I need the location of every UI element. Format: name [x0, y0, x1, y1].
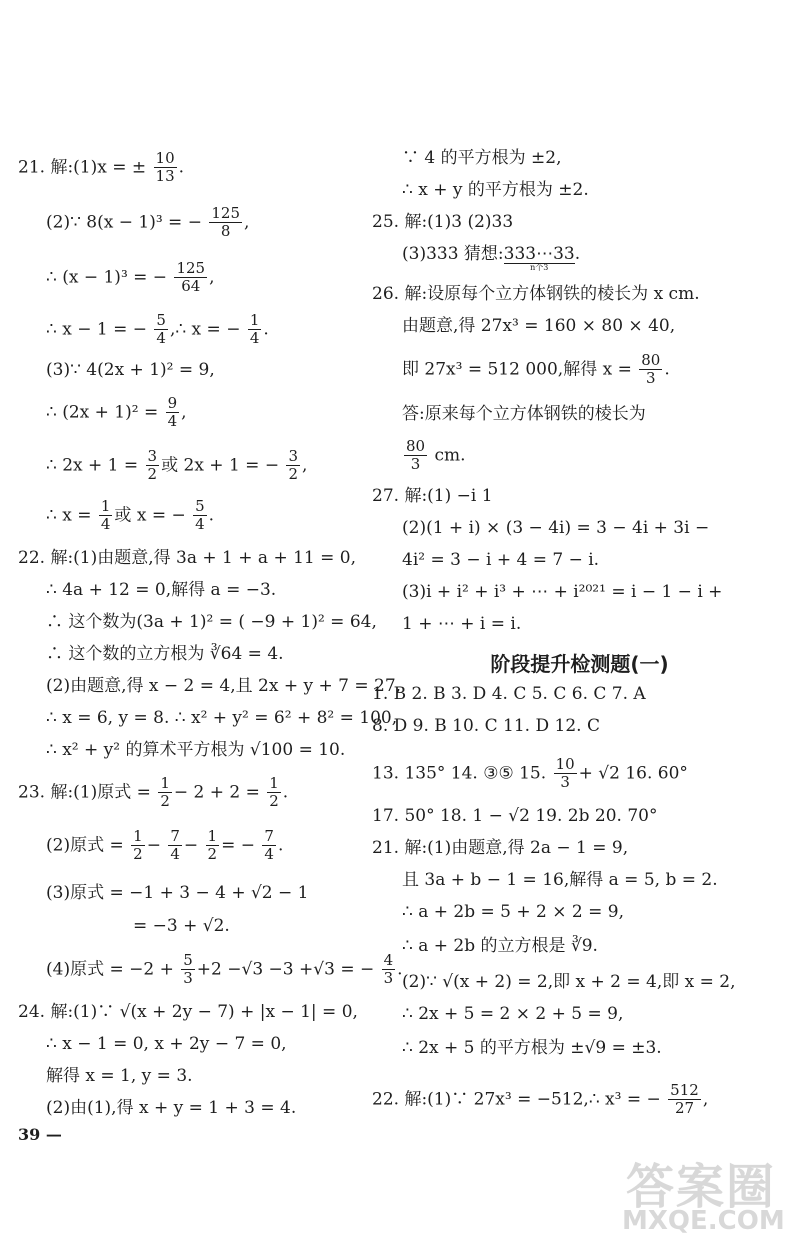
r-line-2: ∴ x + y 的平方根为 ±2. — [402, 180, 589, 200]
b21-line-2: 且 3a + b − 1 = 16,解得 a = 5, b = 2. — [402, 870, 718, 890]
b21-line-7: ∴ 2x + 5 的平方根为 ±√9 = ±3. — [402, 1038, 662, 1058]
q22-line-4: ∴ 这个数的立方根为 ∛64 = 4. — [46, 644, 284, 664]
fraction: $\frac{5}{3}$ — [183, 951, 193, 988]
q27-line-5: 1 + ⋯ + i = i. — [402, 614, 522, 634]
fraction: $\frac{10}{3}$ — [555, 755, 575, 792]
b21-line-6: ∴ 2x + 5 = 2 × 2 + 5 = 9, — [402, 1004, 624, 1024]
q26-line-2: 由题意,得 27x³ = 160 × 80 × 40, — [402, 316, 676, 336]
fraction: $\frac{4}{3}$ — [383, 951, 394, 988]
q26-line-4: 答:原来每个立方体钢铁的棱长为 — [402, 404, 646, 424]
b21-line-5: (2)∵ √(x + 2) = 2,即 x + 2 = 4,即 x = 2, — [402, 972, 736, 992]
answers-line-4: 17. 50° 18. 1 − √2 19. 2b 20. 70° — [372, 806, 658, 826]
fraction: $\frac{512}{27}$ — [670, 1081, 699, 1118]
fraction: $\frac{1}{2}$ — [269, 774, 279, 811]
fraction: $\frac{1}{4}$ — [249, 311, 260, 348]
fraction: $\frac{1}{2}$ — [133, 827, 143, 864]
section-title: 阶段提升检测题(一) — [490, 652, 669, 676]
q24-line-2: ∴ x − 1 = 0, x + 2y − 7 = 0, — [46, 1034, 287, 1054]
q22-line-2: ∴ 4a + 12 = 0,解得 a = −3. — [46, 580, 277, 600]
underbrace: 333⋯33 n个3 — [503, 244, 575, 272]
q24-line-3: 解得 x = 1, y = 3. — [46, 1066, 193, 1086]
q22-line-7: ∴ x² + y² 的算术平方根为 √100 = 10. — [46, 740, 346, 760]
fraction: $\frac{125}{8}$ — [211, 204, 240, 241]
q22-line-1: 22. 解:(1)由题意,得 3a + 1 + a + 11 = 0, — [18, 548, 357, 568]
q27-line-4: (3)i + i² + i³ + ⋯ + i²⁰²¹ = i − 1 − i + — [402, 582, 723, 602]
q24-line-1: 24. 解:(1)∵ √(x + 2y − 7) + |x − 1| = 0, — [18, 1002, 358, 1022]
fraction: $\frac{5}{4}$ — [195, 497, 205, 534]
fraction: $\frac{80}{3}$ — [641, 351, 661, 388]
fraction: $\frac{1}{4}$ — [100, 497, 111, 534]
q21-line-8: ∴ x = $\frac{1}{4}$ 或 x = − $\frac{5}{4}$ . — [46, 497, 215, 534]
fraction: $\frac{7}{4}$ — [264, 827, 274, 864]
b22-line-1: 22. 解:(1)∵ 27x³ = −512,∴ x³ = − $\frac{512}{27}$ , — [372, 1081, 709, 1118]
b21-line-4: ∴ a + 2b 的立方根是 ∛9. — [402, 936, 598, 956]
q21-line-5: (3)∵ 4(2x + 1)² = 9, — [46, 360, 215, 380]
b21-line-1: 21. 解:(1)由题意,得 2a − 1 = 9, — [372, 838, 629, 858]
q23-line-4: (4)原式 = −2 + $\frac{5}{3}$ +2 −√3 −3 +√3 = − $\frac{4}{3}$ . — [46, 951, 403, 988]
b21-line-3: ∴ a + 2b = 5 + 2 × 2 = 9, — [402, 902, 624, 922]
q23-line-1: 23. 解:(1)原式 = $\frac{1}{2}$ − 2 + 2 = $\frac{1}{2}$ . — [18, 774, 289, 811]
q25-line-1: 25. 解:(1)3 (2)33 — [372, 212, 514, 232]
fraction: $\frac{3}{2}$ — [288, 447, 299, 484]
q21-line-2: (2)∵ 8(x − 1)³ = − $\frac{125}{8}$ , — [46, 204, 250, 241]
answers-line-3: 13. 135° 14. ③⑤ 15. $\frac{10}{3}$ + √2 16. 60° — [372, 755, 688, 792]
q21-line-1: 21. 解:(1)x = ± $\frac{10}{13}$ . — [18, 149, 185, 186]
watermark-logo: 答案圈 MXQE.COM — [622, 1159, 785, 1236]
q27-line-1: 27. 解:(1) −i 1 — [372, 486, 493, 506]
fraction: $\frac{80}{3}$ — [406, 437, 426, 474]
q21-line-6: ∴ (2x + 1)² = $\frac{9}{4}$ , — [46, 394, 187, 431]
q24-line-4: (2)由(1),得 x + y = 1 + 3 = 4. — [46, 1098, 297, 1118]
q26-line-3: 即 27x³ = 512 000,解得 x = $\frac{80}{3}$ . — [402, 351, 670, 388]
fraction: $\frac{9}{4}$ — [167, 394, 178, 431]
q21-line-4: ∴ x − 1 = − $\frac{5}{4}$ ,∴ x = − $\frac{1}{4}$ . — [46, 311, 269, 348]
q21-line-7: ∴ 2x + 1 = $\frac{3}{2}$ 或 2x + 1 = − $\frac{3}{2}$ , — [46, 447, 308, 484]
page-number: 39 — — [18, 1125, 62, 1144]
q27-line-3: 4i² = 3 − i + 4 = 7 − i. — [402, 550, 600, 570]
fraction: $\frac{5}{4}$ — [156, 311, 166, 348]
q23-line-3: (3)原式 = −1 + 3 − 4 + √2 − 1 — [46, 883, 309, 903]
q25-line-2: (3)333 猜想: 333⋯33 n个3 . — [402, 244, 581, 272]
r-line-1: ∵ 4 的平方根为 ±2, — [402, 148, 562, 168]
fraction: $\frac{1}{2}$ — [160, 774, 170, 811]
q23-line-3b: = −3 + √2. — [133, 916, 230, 936]
q22-line-3: ∴ 这个数为(3a + 1)² = ( −9 + 1)² = 64, — [46, 612, 377, 632]
q27-line-2: (2)(1 + i) × (3 − 4i) = 3 − 4i + 3i − — [402, 518, 710, 538]
fraction: $\frac{1}{2}$ — [207, 827, 218, 864]
q26-line-5: $\frac{80}{3}$ cm. — [406, 437, 466, 474]
fraction: $\frac{7}{4}$ — [170, 827, 180, 864]
q21-line-3: ∴ (x − 1)³ = − $\frac{125}{64}$ , — [46, 259, 215, 296]
fraction: $\frac{125}{64}$ — [176, 259, 206, 296]
answers-line-2: 8. D 9. B 10. C 11. D 12. C — [372, 716, 600, 736]
q22-line-6: ∴ x = 6, y = 8. ∴ x² + y² = 6² + 8² = 100, — [46, 708, 398, 728]
answers-line-1: 1. B 2. B 3. D 4. C 5. C 6. C 7. A — [372, 684, 646, 704]
q23-line-2: (2)原式 = $\frac{1}{2}$ − $\frac{7}{4}$ − $\frac{1}{2}$ = − $\frac{7}{4}$ . — [46, 827, 284, 864]
q26-line-1: 26. 解:设原每个立方体钢铁的棱长为 x cm. — [372, 284, 700, 304]
fraction: $\frac{10}{13}$ — [155, 149, 175, 186]
fraction: $\frac{3}{2}$ — [147, 447, 158, 484]
q22-line-5: (2)由题意,得 x − 2 = 4,且 2x + y + 7 = 27, — [46, 676, 402, 696]
